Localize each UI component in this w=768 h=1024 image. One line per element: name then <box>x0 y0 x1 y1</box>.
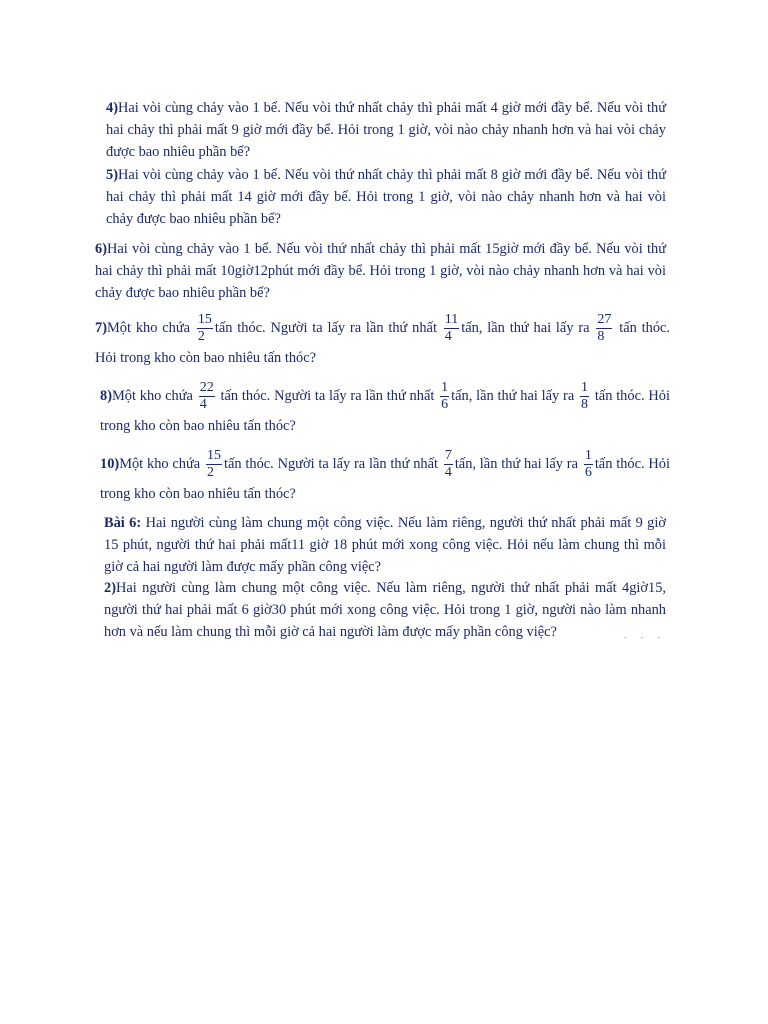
fraction <box>206 448 222 481</box>
numerator: 22 <box>199 380 214 395</box>
problem-text: tấn thóc. Hỏi trong kho còn bao nhiêu tấn thóc? <box>100 387 670 434</box>
problem-number: 8) <box>100 387 112 404</box>
fraction <box>580 380 589 413</box>
problem-number: 5) <box>106 167 118 183</box>
problem-7 <box>95 312 670 371</box>
problem-text: tấn, lần thứ hai lấy ra <box>451 387 575 404</box>
problem-5 <box>106 164 666 230</box>
exercise-6-problem-2 <box>104 577 666 643</box>
problem-number: 10) <box>100 455 120 472</box>
numerator: 15 <box>197 312 212 327</box>
problem-text: Một kho chứa <box>119 455 201 472</box>
exercise-6 <box>104 512 666 578</box>
problem-text: tấn thóc. Hỏi trong kho còn bao nhiêu tấn thóc? <box>100 455 670 502</box>
problem-text: tấn thóc. Người ta lấy ra lần thứ nhất <box>214 319 437 336</box>
problem-text: tấn, lần thứ hai lấy ra <box>454 455 578 472</box>
problem-text: Hai vòi cùng chảy vào 1 bể. Nếu vòi thứ nhất chảy thì phải mất 8 giờ mới đầy bể. Nếu vòi thứ hai chảy thì phải mất 14 giờ mới đầy bể. Hỏi trong 1 giờ, vòi nào chảy nhanh hơn và hai vòi chảy được bao nhiêu phần bể? <box>106 167 666 227</box>
problem-number: 6) <box>95 241 107 257</box>
problem-text: Hai vòi cùng chảy vào 1 bể. Nếu vòi thứ nhất chảy thì phải mất 15giờ mới đầy bể. Nếu vòi thứ hai chảy thì phải mất 10giờ12phút mới đầy bể. Hỏi trong 1 giờ, vòi nào chảy nhanh hơn và hai vòi chảy được bao nhiêu phần bể? <box>95 241 666 301</box>
denominator: 4 <box>444 329 452 344</box>
problem-text: Một kho chứa <box>107 319 191 336</box>
denominator: 8 <box>597 329 605 344</box>
numerator: 15 <box>207 448 221 463</box>
fraction <box>444 312 459 345</box>
problem-6 <box>95 238 666 304</box>
problem-text: Hai người cùng làm chung một công việc. Nếu làm riêng, người thứ nhất phải mất 4giờ15, người thứ hai phải mất 6 giờ30 phút mới xong công việc. Hỏi trong 1 giờ, người nào làm nhanh hơn và nếu làm chung thì mỗi giờ cả hai người làm được mấy phần công việc? <box>104 580 666 640</box>
fraction <box>197 312 213 345</box>
problem-text: Một kho chứa <box>112 387 193 404</box>
numerator: 7 <box>444 448 452 463</box>
problem-10 <box>100 448 670 507</box>
problem-text: tấn thóc. Người ta lấy ra lần thứ nhất <box>224 455 438 472</box>
fraction <box>199 380 215 413</box>
numerator: 1 <box>441 380 449 395</box>
denominator: 8 <box>581 397 589 412</box>
problem-number: 2) <box>104 580 116 596</box>
denominator: 4 <box>444 465 452 480</box>
fraction <box>584 448 593 481</box>
fraction <box>596 312 612 345</box>
problem-text: Hai người cùng làm chung một công việc. Nếu làm riêng, người thứ nhất phải mất 9 giờ 15 phút, người thứ hai phải mất11 giờ 18 phút mới xong công việc. Hỏi nếu làm chung thì mỗi giờ cả hai người làm được mấy phần công việc? <box>104 515 666 575</box>
numerator: 27 <box>597 312 612 327</box>
problem-8 <box>100 380 670 439</box>
denominator: 6 <box>584 465 592 480</box>
fraction <box>440 380 449 413</box>
denominator: 6 <box>441 397 449 412</box>
problem-4 <box>106 97 666 163</box>
page-mark: - - - <box>624 633 666 642</box>
problem-text: Hai vòi cùng chảy vào 1 bể. Nếu vòi thứ nhất chảy thì phải mất 4 giờ mới đầy bể. Nếu vòi thứ hai chảy thì phải mất 9 giờ mới đầy bể. Hỏi trong 1 giờ, vòi nào chảy nhanh hơn và hai vòi chảy được bao nhiêu phần bể? <box>106 100 666 160</box>
fraction <box>444 448 453 481</box>
denominator: 2 <box>197 329 205 344</box>
exercise-title: Bài 6: <box>104 515 142 531</box>
problem-text: tấn thóc. Người ta lấy ra lần thứ nhất <box>220 387 435 404</box>
problem-number: 4) <box>106 100 118 116</box>
numerator: 11 <box>444 312 459 327</box>
denominator: 4 <box>199 397 207 412</box>
problem-text: tấn, lần thứ hai lấy ra <box>461 319 590 336</box>
numerator: 1 <box>581 380 589 395</box>
problem-number: 7) <box>95 319 107 336</box>
denominator: 2 <box>207 465 214 480</box>
numerator: 1 <box>584 448 592 463</box>
problem-text: tấn thóc. Hỏi trong kho còn bao nhiêu tấn thóc? <box>95 319 671 366</box>
